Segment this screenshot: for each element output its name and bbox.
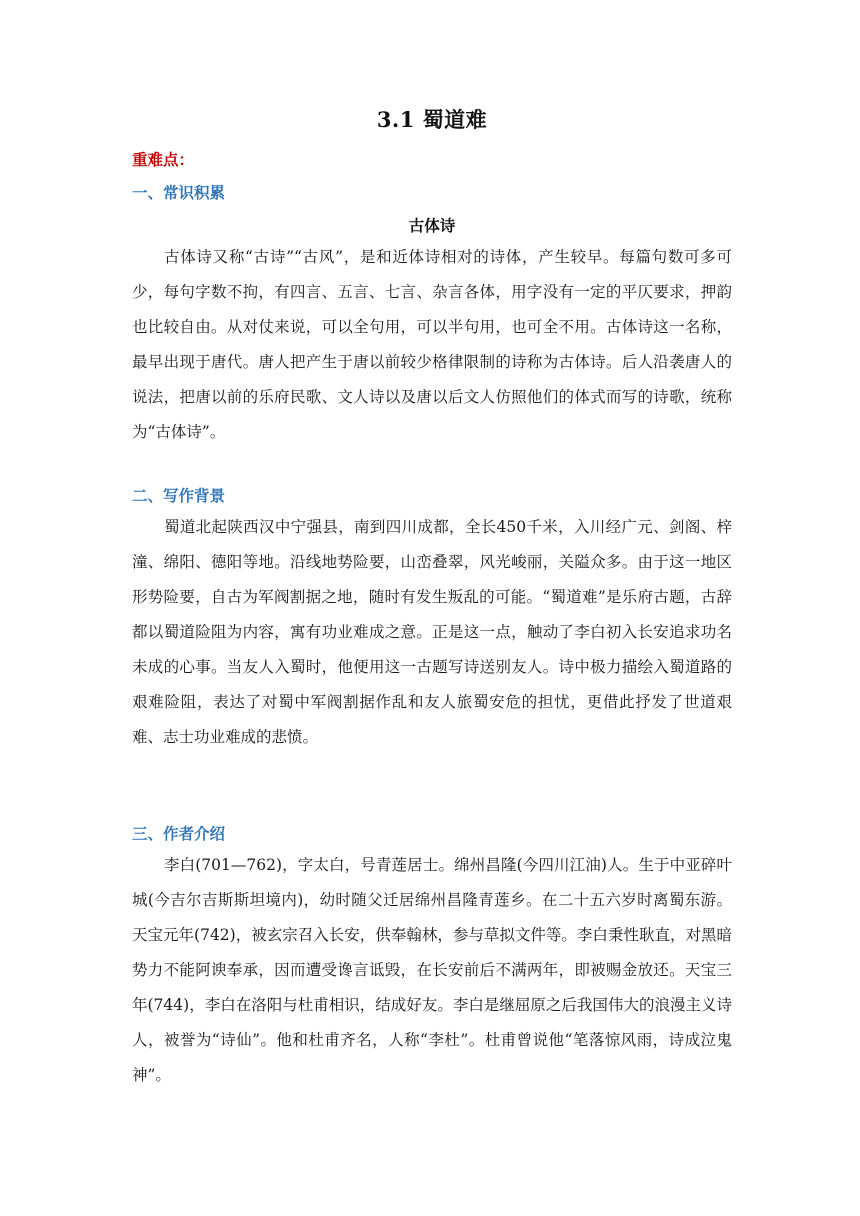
paragraph-author-intro: 李白(701—762)，字太白，号青莲居士。绵州昌隆(今四川江油)人。生于中亚碎叶城(今吉尔吉斯斯坦境内)，幼时随父迁居绵州昌隆青莲乡。在二十五六岁时离蜀东游。天宝元年(742)，被玄宗召入长安，供奉翰林，参与草拟文件等。李白秉性耿直，对黑暗势力不能阿谀奉承，因而遭受谗言诋毁，在长安前后不满两年，即被赐金放还。天宝三年(744)，李白在洛阳与杜甫相识，结成好友。李白是继屈原之后我国伟大的浪漫主义诗人，被誉为“诗仙”。他和杜甫齐名，人称“李杜”。杜甫曾说他“笔落惊风雨，诗成泣鬼神”。 [132, 856, 732, 1084]
paragraph-writing-background: 蜀道北起陕西汉中宁强县，南到四川成都，全长450千米，入川经广元、剑阁、梓潼、绵阳、德阳等地。沿线地势险要，山峦叠翠，风光峻丽，关隘众多。由于这一地区形势险要，自古为军阀割据之地，随时有发生叛乱的可能。“蜀道难”是乐府古题，古辞都以蜀道险阻为内容，寓有功业难成之意。正是这一点，触动了李白初入长安追求功名未成的心事。当友人入蜀时，他便用这一古题写诗送别友人。诗中极力描绘入蜀道路的艰难险阻，表达了对蜀中军阀割据作乱和友人旅蜀安危的担忧，更借此抒发了世道艰难、志士功业难成的悲愤。 [132, 518, 732, 746]
key-points-label: 重难点： [132, 150, 195, 169]
document-title: 3.1 蜀道难 [376, 107, 488, 132]
paragraph-common-knowledge: 古体诗又称“古诗”“古风”，是和近体诗相对的诗体，产生较早。每篇句数可多可少，每句字数不拘，有四言、五言、七言、杂言各体，用字没有一定的平仄要求，押韵也比较自由。从对仗来说，可以全句用，可以半句用，也可全不用。古体诗这一名称，最早出现于唐代。唐人把产生于唐以前较少格律限制的诗称为古体诗。后人沿袭唐人的说法，把唐以前的乐府民歌、文人诗以及唐以后文人仿照他们的体式而写的诗歌，统称为“古体诗”。 [132, 248, 732, 441]
section-heading-author-intro: 三、作者介绍 [132, 824, 226, 843]
section-heading-common-knowledge: 一、常识积累 [132, 183, 226, 202]
section-heading-writing-background: 二、写作背景 [132, 486, 226, 505]
section-subtitle-ancient-poetry: 古体诗 [408, 216, 456, 235]
